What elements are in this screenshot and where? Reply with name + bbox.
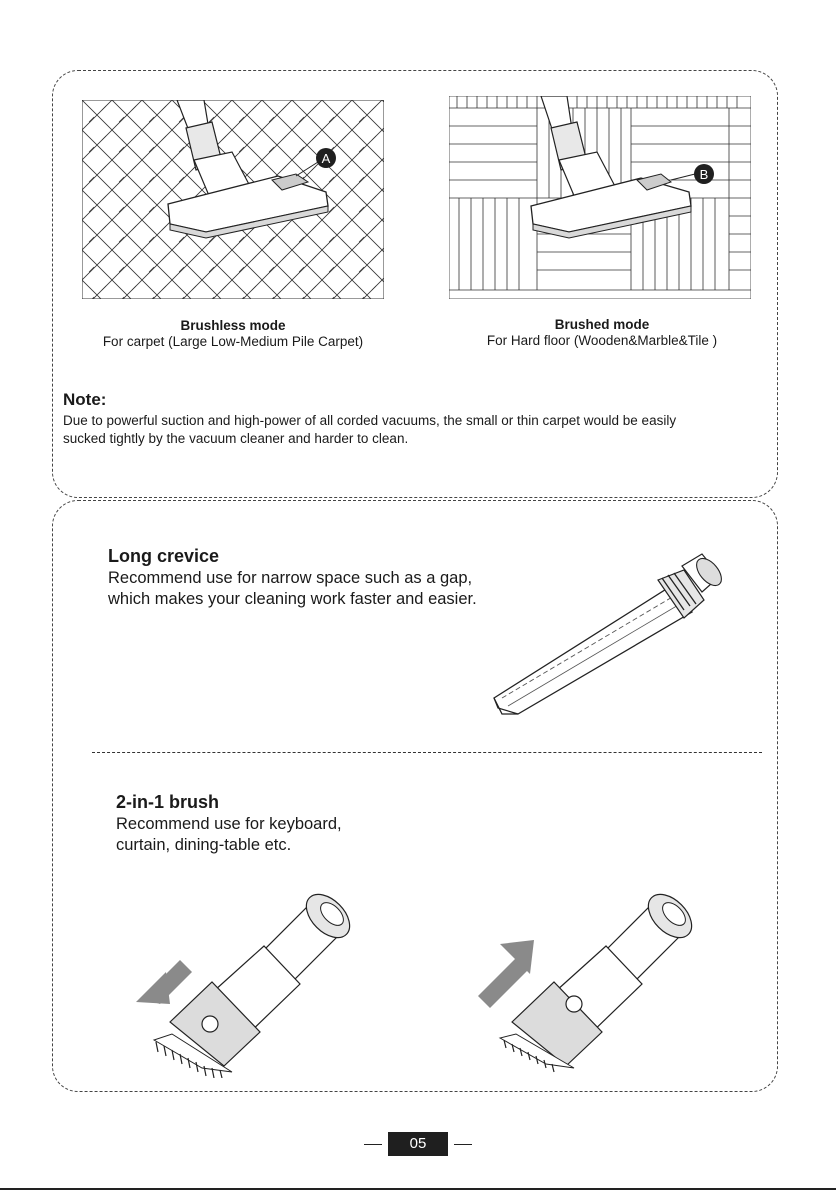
- note-line-2: sucked tightly by the vacuum cleaner and harder to clean.: [63, 431, 409, 446]
- brushless-mode-desc: For carpet (Large Low-Medium Pile Carpet): [102, 334, 364, 349]
- svg-text:A: A: [321, 151, 331, 166]
- brushed-mode-title: Brushed mode: [554, 317, 650, 332]
- section-divider: [92, 752, 762, 753]
- svg-text:B: B: [699, 167, 709, 182]
- brush-bristles-in-illustration: [470, 888, 702, 1078]
- brush-desc-line-2: curtain, dining-table etc.: [116, 836, 292, 854]
- brushed-mode-caption: [440, 317, 764, 349]
- arrow-in-icon: [478, 958, 528, 1008]
- brushless-mode-caption: [70, 318, 396, 350]
- marker-b: [694, 164, 714, 184]
- brush-desc: [116, 814, 342, 856]
- brushless-mode-illustration: [82, 100, 384, 299]
- brushed-mode-desc: For Hard floor (Wooden&Marble&Tile ): [486, 333, 718, 348]
- note-line-1: Due to powerful suction and high-power of all corded vacuums, the small or thin carpet would be easily: [63, 413, 677, 428]
- crevice-tool-illustration: [488, 548, 724, 718]
- page-number-footer: [0, 1132, 836, 1156]
- brush-bristles-out-illustration: [132, 888, 364, 1078]
- brush-desc-line-1: Recommend use for keyboard,: [116, 815, 342, 833]
- note-body: [63, 412, 775, 448]
- page-number-rule-left: [364, 1144, 382, 1145]
- bottom-rule: [0, 1188, 836, 1190]
- crevice-desc-line-2: which makes your cleaning work faster and easier.: [108, 590, 477, 608]
- page-number-rule-right: [454, 1144, 472, 1145]
- crevice-title: Long crevice: [108, 546, 220, 566]
- note-title: Note:: [63, 390, 107, 409]
- crevice-desc: [108, 568, 477, 610]
- brushed-mode-illustration: [449, 96, 751, 299]
- marker-a: [316, 148, 336, 168]
- page-number: 05: [388, 1132, 448, 1156]
- brush-title: 2-in-1 brush: [116, 792, 220, 812]
- crevice-desc-line-1: Recommend use for narrow space such as a gap,: [108, 569, 473, 587]
- brushless-mode-title: Brushless mode: [180, 318, 286, 333]
